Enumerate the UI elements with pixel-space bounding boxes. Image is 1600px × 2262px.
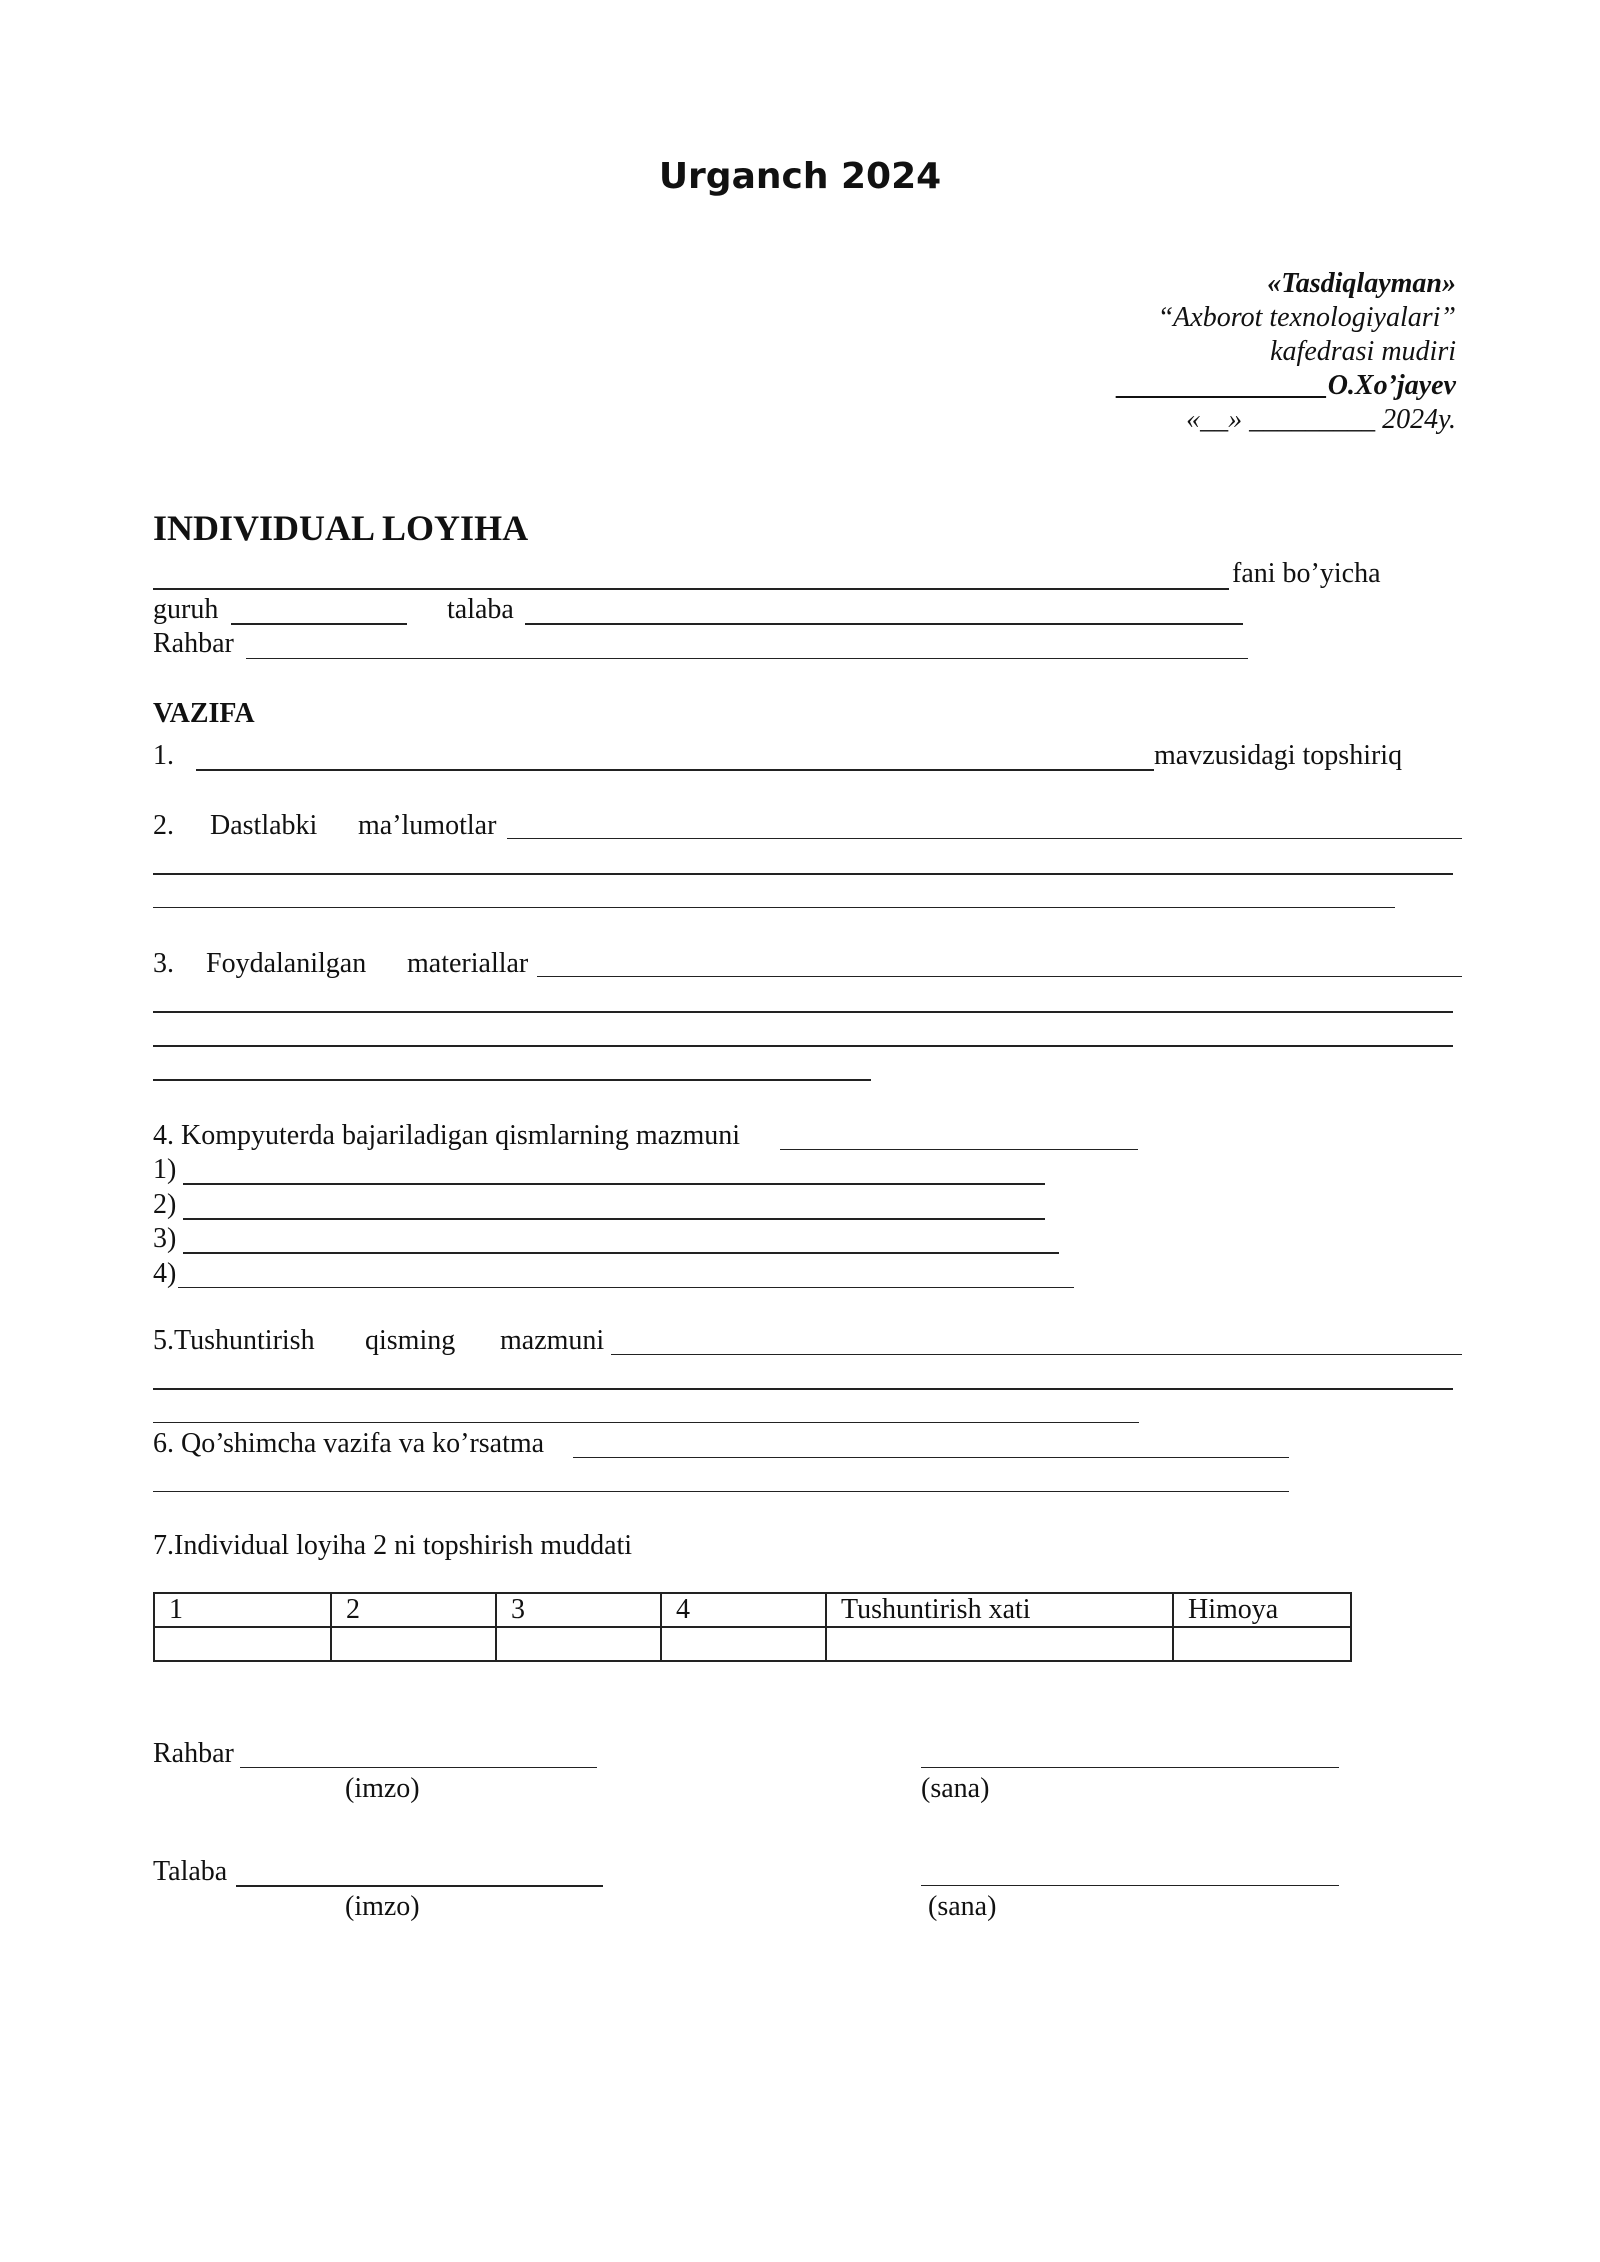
task-item-6-label: 6. Qo’shimcha vazifa va ko’rsatma	[153, 1428, 545, 1459]
advisor-date-caption: (sana)	[921, 1773, 990, 1804]
task-item-1-number: 1.	[153, 740, 174, 771]
approval-department: “Axborot texnologiyalari”	[1157, 302, 1456, 333]
task-item-4-label: 4. Kompyuterda bajariladigan qismlarning mazmuni	[153, 1120, 741, 1151]
task-item-5-field	[611, 1354, 1462, 1355]
approval-date: «__» _________ 2024y.	[1186, 404, 1456, 435]
task-item-6-field-line	[153, 1491, 1289, 1492]
task-item-2-field-line	[153, 907, 1395, 908]
task-item-1-suffix: mavzusidagi topshiriq	[1154, 740, 1403, 771]
schedule-value-cell[interactable]	[154, 1627, 331, 1661]
advisor-field	[246, 658, 1248, 659]
advisor-signature-field	[240, 1767, 597, 1768]
task-item-4-sub-2-field	[183, 1218, 1045, 1220]
task-item-5-word3: mazmuni	[500, 1325, 605, 1356]
task-item-2-field-line	[153, 873, 1453, 875]
schedule-header-cell: 1	[154, 1593, 331, 1627]
task-item-5-field-line	[153, 1388, 1453, 1390]
task-item-4-field	[780, 1149, 1138, 1150]
advisor-signature-caption: (imzo)	[345, 1773, 420, 1804]
schedule-value-cell[interactable]	[1173, 1627, 1351, 1661]
schedule-header-row	[154, 1593, 1351, 1627]
student-signature-label: Talaba	[153, 1856, 228, 1887]
task-item-7-label: 7.Individual loyiha 2 ni topshirish muddati	[153, 1530, 633, 1561]
page-title: Urganch 2024	[658, 156, 942, 197]
schedule-table	[153, 1592, 1352, 1662]
schedule-value-cell[interactable]	[661, 1627, 826, 1661]
task-item-2-word2: ma’lumotlar	[358, 810, 497, 841]
task-item-4-sub-2: 2)	[153, 1189, 177, 1220]
approval-role: kafedrasi mudiri	[1270, 336, 1456, 367]
advisor-signature-label: Rahbar	[153, 1738, 234, 1769]
schedule-value-cell[interactable]	[331, 1627, 496, 1661]
project-heading: INDIVIDUAL LOYIHA	[153, 508, 529, 548]
group-field	[231, 623, 407, 625]
schedule-header-cell: Tushuntirish xati	[826, 1593, 1173, 1627]
task-item-3-number: 3.	[153, 948, 174, 979]
schedule-header-cell: 3	[496, 1593, 661, 1627]
schedule-value-cell[interactable]	[826, 1627, 1173, 1661]
schedule-header-cell: Himoya	[1173, 1593, 1351, 1627]
student-date-caption: (sana)	[928, 1891, 997, 1922]
student-date-field	[921, 1885, 1339, 1886]
approval-heading: «Tasdiqlayman»	[1267, 268, 1456, 299]
task-item-3-field	[537, 976, 1462, 977]
group-label: guruh	[153, 594, 219, 625]
task-item-3-field-line	[153, 1079, 871, 1081]
schedule-value-cell[interactable]	[496, 1627, 661, 1661]
student-field	[525, 623, 1243, 625]
task-item-2-field	[507, 838, 1462, 839]
task-item-2-word1: Dastlabki	[210, 810, 318, 841]
advisor-label: Rahbar	[153, 628, 234, 659]
task-item-4-sub-4: 4)	[153, 1258, 177, 1289]
schedule-header-cell: 4	[661, 1593, 826, 1627]
student-label: talaba	[447, 594, 514, 625]
schedule-value-row	[154, 1627, 1351, 1661]
task-item-3-word1: Foydalanilgan	[206, 948, 367, 979]
subject-field	[153, 588, 1229, 590]
task-item-4-sub-1-field	[183, 1183, 1045, 1185]
task-item-4-sub-4-field	[178, 1287, 1074, 1288]
task-item-5-word2: qisming	[365, 1325, 456, 1356]
task-item-3-word2: materiallar	[407, 948, 529, 979]
task-item-5-field-line	[153, 1422, 1139, 1423]
approval-signature: _______________O.Xo’jayev	[1117, 370, 1456, 401]
task-item-6-field	[573, 1457, 1289, 1458]
student-signature-field	[236, 1885, 603, 1887]
task-item-3-field-line	[153, 1045, 1453, 1047]
task-item-4-sub-3-field	[183, 1252, 1059, 1254]
task-item-4-sub-3: 3)	[153, 1223, 177, 1254]
advisor-date-field	[921, 1767, 1339, 1768]
task-item-5-word1: 5.Tushuntirish	[153, 1325, 315, 1356]
task-item-1-field	[196, 769, 1154, 771]
task-item-3-field-line	[153, 1011, 1453, 1013]
subject-suffix: fani bo’yicha	[1232, 558, 1381, 589]
task-heading: VAZIFA	[153, 698, 255, 729]
schedule-header-cell: 2	[331, 1593, 496, 1627]
task-item-4-sub-1: 1)	[153, 1154, 177, 1185]
student-signature-caption: (imzo)	[345, 1891, 420, 1922]
task-item-2-number: 2.	[153, 810, 174, 841]
